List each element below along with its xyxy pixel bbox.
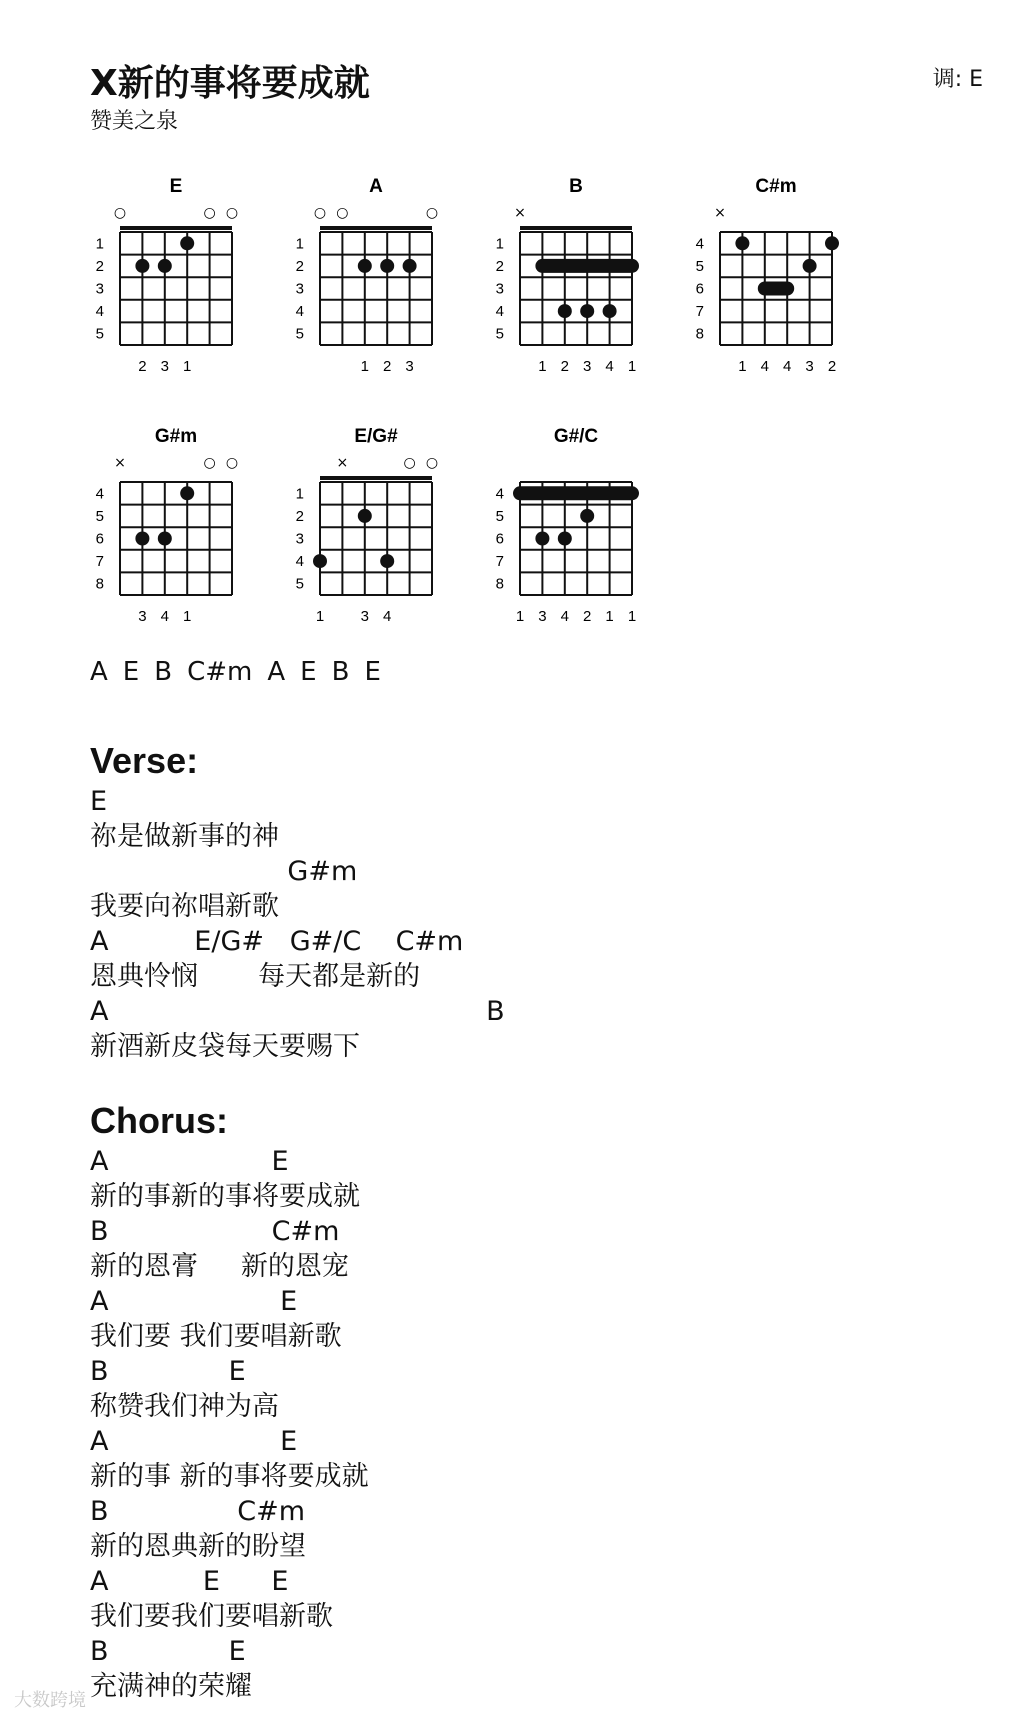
nut bbox=[120, 226, 232, 230]
muted-string-mark: × bbox=[336, 455, 349, 471]
section-title: Verse: bbox=[90, 740, 199, 781]
finger-dot bbox=[135, 532, 149, 546]
nut bbox=[320, 226, 432, 230]
fret-number: 6 bbox=[95, 530, 104, 548]
progression-chord: E bbox=[300, 657, 317, 687]
finger-number: 1 bbox=[515, 608, 525, 625]
finger-number: 2 bbox=[583, 608, 592, 625]
chord-line: A E E bbox=[90, 1566, 289, 1597]
chord-diagram bbox=[96, 426, 238, 625]
finger-dot bbox=[358, 259, 372, 273]
finger-number: 3 bbox=[138, 608, 147, 625]
finger-dot bbox=[803, 259, 817, 273]
fret-number: 5 bbox=[295, 575, 304, 593]
chord-diagrams bbox=[0, 0, 1011, 640]
chord-name: A bbox=[369, 176, 383, 197]
fret-number: 3 bbox=[295, 280, 304, 298]
chord-diagram bbox=[296, 176, 438, 375]
lyric-line: 称赞我们神为高 bbox=[90, 1391, 279, 1422]
finger-number: 1 bbox=[627, 608, 637, 625]
fret-number: 4 bbox=[495, 485, 504, 503]
open-string-mark: ○ bbox=[403, 455, 416, 471]
open-string-mark: ○ bbox=[203, 455, 216, 471]
chord-diagram bbox=[696, 176, 839, 375]
finger-number: 4 bbox=[760, 358, 769, 375]
fret-number: 4 bbox=[495, 303, 504, 321]
chord-diagram bbox=[496, 426, 637, 625]
finger-dot bbox=[180, 486, 194, 500]
fret-number: 5 bbox=[95, 325, 104, 343]
progression-chord: A bbox=[267, 657, 286, 687]
song-key: 调: E bbox=[932, 67, 983, 92]
finger-number: 3 bbox=[160, 358, 169, 375]
fret-number: 1 bbox=[295, 235, 304, 253]
chord-diagram bbox=[296, 426, 438, 625]
section-lines bbox=[90, 784, 991, 1064]
chord-line: A E bbox=[90, 1286, 298, 1317]
finger-number: 2 bbox=[383, 358, 392, 375]
open-string-mark: ○ bbox=[225, 205, 239, 221]
finger-number: 1 bbox=[315, 608, 325, 625]
chord-diagram bbox=[496, 176, 637, 375]
chord-line: G#m bbox=[90, 856, 358, 887]
fret-number: 1 bbox=[295, 485, 304, 503]
lyric-line: 祢是做新事的神 bbox=[90, 821, 279, 852]
chord-line: B E bbox=[90, 1636, 246, 1667]
chord-diagram bbox=[96, 176, 238, 375]
finger-number: 3 bbox=[360, 608, 369, 625]
open-string-mark: ○ bbox=[425, 205, 439, 221]
lyric-line: 新的恩典新的盼望 bbox=[90, 1531, 306, 1562]
lyric-line: 我要向祢唱新歌 bbox=[90, 891, 279, 922]
finger-number: 4 bbox=[783, 358, 792, 375]
song-title: X新的事将要成就 bbox=[90, 63, 370, 104]
nut bbox=[520, 226, 632, 230]
muted-string-mark: × bbox=[114, 455, 126, 471]
finger-dot bbox=[603, 304, 617, 318]
lyric-line: 恩典怜悯 每天都是新的 bbox=[90, 961, 421, 992]
finger-number: 4 bbox=[605, 358, 614, 375]
finger-number: 3 bbox=[538, 608, 547, 625]
fret-number: 3 bbox=[495, 280, 504, 298]
chorus-section bbox=[90, 1098, 991, 1704]
fret-number: 5 bbox=[695, 257, 704, 275]
chord-line: A B bbox=[90, 996, 505, 1027]
fret-number: 4 bbox=[295, 553, 304, 571]
finger-number: 3 bbox=[583, 358, 592, 375]
finger-number: 2 bbox=[138, 358, 147, 375]
lyric-line: 新的事 新的事将要成就 bbox=[90, 1461, 369, 1492]
finger-dot bbox=[380, 554, 394, 568]
chord-name: G#m bbox=[154, 426, 198, 447]
progression-chord: B bbox=[331, 657, 350, 687]
finger-number: 3 bbox=[405, 358, 414, 375]
open-string-mark: ○ bbox=[203, 205, 216, 221]
verse-section bbox=[90, 738, 991, 1064]
fret-number: 3 bbox=[95, 280, 104, 298]
fret-number: 2 bbox=[495, 257, 504, 275]
fret-number: 4 bbox=[95, 485, 104, 503]
progression-chord: A bbox=[90, 657, 108, 687]
finger-dot bbox=[558, 304, 572, 318]
finger-number: 1 bbox=[538, 358, 547, 375]
finger-dot bbox=[158, 259, 172, 273]
fret-number: 6 bbox=[695, 280, 704, 298]
fret-number: 2 bbox=[295, 257, 304, 275]
finger-number: 4 bbox=[383, 608, 392, 625]
finger-number: 4 bbox=[160, 608, 169, 625]
chord-line: A E/G# G#/C C#m bbox=[90, 926, 464, 957]
progression-chord: B bbox=[154, 657, 173, 687]
nut bbox=[320, 476, 432, 480]
open-string-mark: ○ bbox=[113, 205, 127, 221]
finger-number: 2 bbox=[560, 358, 569, 375]
open-string-mark: ○ bbox=[336, 205, 349, 221]
finger-number: 4 bbox=[560, 608, 569, 625]
finger-number: 1 bbox=[605, 608, 614, 625]
finger-dot bbox=[825, 236, 839, 250]
finger-number: 2 bbox=[827, 358, 837, 375]
muted-string-mark: × bbox=[514, 205, 526, 221]
progression-chord: E bbox=[364, 657, 381, 687]
fret-number: 4 bbox=[695, 235, 704, 253]
finger-number: 1 bbox=[183, 358, 192, 375]
song-artist: 赞美之泉 bbox=[90, 109, 179, 134]
fret-number: 5 bbox=[495, 507, 504, 525]
fret-number: 5 bbox=[95, 507, 104, 525]
fret-number: 1 bbox=[495, 235, 504, 253]
finger-dot bbox=[580, 304, 594, 318]
chord-name: E bbox=[169, 176, 183, 197]
fret-number: 7 bbox=[95, 553, 104, 571]
lyric-line: 我们要 我们要唱新歌 bbox=[90, 1321, 342, 1352]
fret-number: 3 bbox=[295, 530, 304, 548]
finger-dot bbox=[580, 509, 594, 523]
open-string-mark: ○ bbox=[425, 455, 439, 471]
chord-line: A E bbox=[90, 1146, 289, 1177]
chord-name: G#/C bbox=[553, 426, 599, 447]
progression-chord: C#m bbox=[187, 657, 253, 687]
fret-number: 4 bbox=[295, 303, 304, 321]
fret-number: 8 bbox=[95, 575, 104, 593]
watermark: 大数跨境 bbox=[14, 1690, 86, 1711]
finger-dot bbox=[403, 259, 417, 273]
chord-line: B C#m bbox=[90, 1496, 306, 1527]
lyric-line: 新的恩膏 新的恩宠 bbox=[90, 1251, 349, 1282]
finger-number: 1 bbox=[183, 608, 192, 625]
chord-line: A E bbox=[90, 1426, 298, 1457]
finger-dot bbox=[180, 236, 194, 250]
section-lines bbox=[90, 1144, 991, 1704]
finger-number: 3 bbox=[805, 358, 814, 375]
fret-number: 5 bbox=[495, 325, 504, 343]
finger-number: 1 bbox=[738, 358, 747, 375]
fret-number: 4 bbox=[95, 303, 104, 321]
fret-number: 6 bbox=[495, 530, 504, 548]
fret-number: 7 bbox=[495, 553, 504, 571]
finger-number: 1 bbox=[627, 358, 637, 375]
chord-progression bbox=[90, 656, 396, 688]
lyric-line: 新的事新的事将要成就 bbox=[90, 1181, 360, 1212]
finger-number: 1 bbox=[360, 358, 369, 375]
finger-dot bbox=[158, 532, 172, 546]
finger-dot bbox=[380, 259, 394, 273]
chord-line: B C#m bbox=[90, 1216, 340, 1247]
chord-line: B E bbox=[90, 1356, 246, 1387]
open-string-mark: ○ bbox=[313, 205, 327, 221]
chord-name: E/G# bbox=[354, 426, 398, 447]
fret-number: 7 bbox=[695, 303, 704, 321]
fret-number: 5 bbox=[295, 325, 304, 343]
progression-chord: E bbox=[122, 657, 140, 687]
open-string-mark: ○ bbox=[225, 455, 239, 471]
lyric-line: 充满神的荣耀 bbox=[90, 1671, 252, 1702]
fret-number: 2 bbox=[295, 507, 304, 525]
finger-dot bbox=[358, 509, 372, 523]
finger-dot bbox=[535, 532, 549, 546]
fret-number: 1 bbox=[95, 235, 104, 253]
fret-number: 2 bbox=[95, 257, 104, 275]
muted-string-mark: × bbox=[714, 205, 726, 221]
fret-number: 8 bbox=[695, 325, 704, 343]
chord-name: B bbox=[569, 176, 583, 197]
lyric-line: 新酒新皮袋每天要赐下 bbox=[90, 1031, 360, 1062]
finger-dot bbox=[313, 554, 327, 568]
finger-dot bbox=[558, 532, 572, 546]
fret-number: 8 bbox=[495, 575, 504, 593]
finger-dot bbox=[735, 236, 749, 250]
chord-line: E bbox=[90, 786, 108, 817]
chord-name: C#m bbox=[755, 176, 797, 197]
section-title: Chorus: bbox=[90, 1100, 228, 1141]
lyric-line: 我们要我们要唱新歌 bbox=[90, 1601, 333, 1632]
finger-dot bbox=[135, 259, 149, 273]
